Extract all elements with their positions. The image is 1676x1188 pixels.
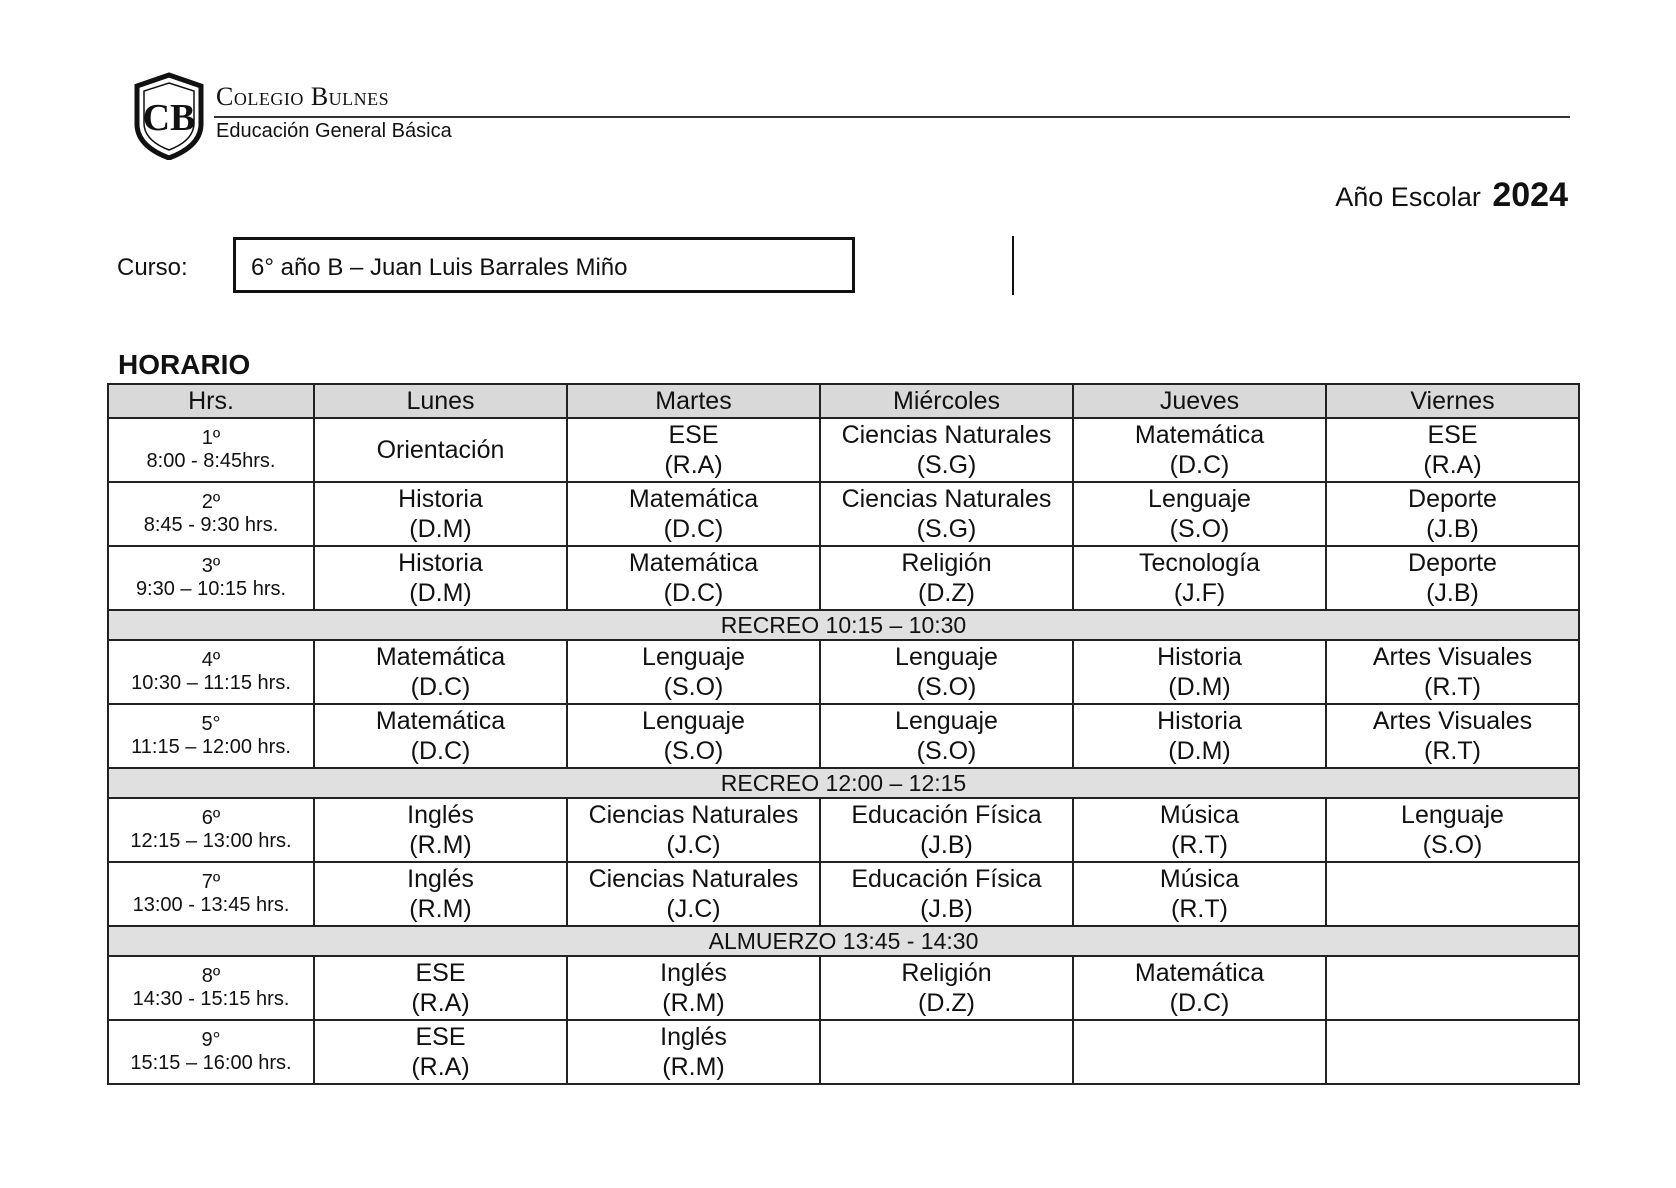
logo-monogram: CB xyxy=(142,97,196,139)
teacher-initials: (J.B) xyxy=(920,831,973,859)
subject-name: Matemática xyxy=(375,643,506,671)
class-cell-viernes xyxy=(1326,482,1579,546)
class-cell-viernes xyxy=(1326,418,1579,482)
header-divider xyxy=(214,116,1570,118)
teacher-initials: (J.C) xyxy=(666,831,721,859)
class-cell-lunes xyxy=(314,546,567,610)
period-number: 7º xyxy=(201,871,221,893)
teacher-initials: (D.Z) xyxy=(918,579,975,607)
subject-name: Matemática xyxy=(375,707,506,735)
break-label: RECREO 12:00 – 12:15 xyxy=(108,768,1579,798)
teacher-initials: (D.C) xyxy=(663,515,724,543)
col-header-viernes: Viernes xyxy=(1326,384,1579,418)
class-cell-lunes xyxy=(314,798,567,862)
class-cell-lunes xyxy=(314,1020,567,1084)
subject-name: Deporte xyxy=(1408,485,1497,513)
teacher-initials: (D.Z) xyxy=(918,989,975,1017)
teacher-initials: (R.A) xyxy=(411,989,470,1017)
class-cell-jueves xyxy=(1073,862,1326,926)
subject-name: Inglés xyxy=(407,801,474,829)
class-cell-viernes xyxy=(1326,704,1579,768)
teacher-initials: (S.O) xyxy=(916,673,977,701)
col-header-miercoles: Miércoles xyxy=(820,384,1073,418)
school-year-label: Año Escolar xyxy=(1335,182,1481,212)
subject-name: Historia xyxy=(1157,643,1242,671)
subject-name: Orientación xyxy=(376,436,505,464)
teacher-initials: (R.A) xyxy=(664,451,723,479)
period-time: 14:30 - 15:15 hrs. xyxy=(132,988,290,1010)
class-cell-viernes xyxy=(1326,546,1579,610)
period-number: 8º xyxy=(201,965,221,987)
subject-name: Ciencias Naturales xyxy=(588,865,799,893)
curso-label: Curso: xyxy=(117,254,188,281)
period-time: 12:15 – 13:00 hrs. xyxy=(130,830,292,852)
subject-name: Religión xyxy=(901,549,992,577)
subject-name: Educación Física xyxy=(851,865,1042,893)
period-row xyxy=(108,1020,1579,1084)
col-header-martes: Martes xyxy=(567,384,820,418)
school-year xyxy=(1335,176,1568,215)
period-time: 8:45 - 9:30 hrs. xyxy=(143,514,279,536)
teacher-initials: (D.C) xyxy=(1169,451,1230,479)
period-row xyxy=(108,482,1579,546)
subject-name: Música xyxy=(1159,801,1240,829)
subject-name: Deporte xyxy=(1408,549,1497,577)
class-cell-miercoles xyxy=(820,862,1073,926)
class-cell-miercoles xyxy=(820,798,1073,862)
period-time-cell xyxy=(108,418,314,482)
teacher-initials: (D.C) xyxy=(410,673,471,701)
period-number: 3º xyxy=(201,555,221,577)
class-cell-lunes xyxy=(314,704,567,768)
period-row xyxy=(108,418,1579,482)
subject-name: Matemática xyxy=(628,485,759,513)
period-time-cell xyxy=(108,956,314,1020)
subject-name: Música xyxy=(1159,865,1240,893)
subject-name: ESE xyxy=(415,1023,466,1051)
period-number: 1º xyxy=(201,427,221,449)
teacher-initials: (R.M) xyxy=(662,1053,725,1081)
subject-name: Lenguaje xyxy=(895,643,998,671)
class-cell-jueves xyxy=(1073,640,1326,704)
teacher-initials: (D.M) xyxy=(1168,737,1231,765)
teacher-initials: (R.M) xyxy=(662,989,725,1017)
class-cell-martes xyxy=(567,956,820,1020)
class-cell-miercoles xyxy=(820,704,1073,768)
class-cell-viernes xyxy=(1326,956,1579,1020)
subject-name: Inglés xyxy=(660,1023,727,1051)
class-cell-jueves xyxy=(1073,704,1326,768)
teacher-initials: (J.B) xyxy=(920,895,973,923)
subject-name: Tecnología xyxy=(1139,549,1260,577)
teacher-initials: (R.M) xyxy=(409,831,472,859)
break-row xyxy=(108,768,1579,798)
period-row xyxy=(108,704,1579,768)
class-cell-martes xyxy=(567,418,820,482)
subject-name: Ciencias Naturales xyxy=(841,485,1052,513)
teacher-initials: (S.O) xyxy=(1169,515,1230,543)
class-cell-jueves xyxy=(1073,1020,1326,1084)
teacher-initials: (R.M) xyxy=(409,895,472,923)
class-cell-miercoles xyxy=(820,482,1073,546)
period-row xyxy=(108,956,1579,1020)
teacher-initials: (R.A) xyxy=(411,1053,470,1081)
subject-name: Lenguaje xyxy=(895,707,998,735)
subject-name: Lenguaje xyxy=(642,707,745,735)
period-time: 13:00 - 13:45 hrs. xyxy=(132,894,290,916)
vertical-separator xyxy=(1012,236,1014,295)
subject-name: Artes Visuales xyxy=(1372,707,1533,735)
col-header-jueves: Jueves xyxy=(1073,384,1326,418)
break-label: ALMUERZO 13:45 - 14:30 xyxy=(108,926,1579,956)
period-time-cell xyxy=(108,704,314,768)
teacher-initials: (R.T) xyxy=(1171,895,1228,923)
subject-name: Inglés xyxy=(407,865,474,893)
teacher-initials: (J.C) xyxy=(666,895,721,923)
period-row xyxy=(108,798,1579,862)
teacher-initials: (J.F) xyxy=(1173,579,1226,607)
period-time-cell xyxy=(108,1020,314,1084)
class-cell-miercoles xyxy=(820,640,1073,704)
class-cell-viernes xyxy=(1326,640,1579,704)
class-cell-miercoles xyxy=(820,1020,1073,1084)
horario-title: HORARIO xyxy=(118,349,251,380)
class-cell-lunes xyxy=(314,482,567,546)
header-row xyxy=(108,384,1579,418)
subject-name: Lenguaje xyxy=(1148,485,1251,513)
break-row xyxy=(108,610,1579,640)
subject-name: Educación Física xyxy=(851,801,1042,829)
teacher-initials: (D.C) xyxy=(1169,989,1230,1017)
subject-name: Historia xyxy=(398,549,483,577)
teacher-initials: (R.T) xyxy=(1424,737,1481,765)
period-row xyxy=(108,546,1579,610)
class-cell-viernes xyxy=(1326,798,1579,862)
class-cell-jueves xyxy=(1073,482,1326,546)
class-cell-jueves xyxy=(1073,956,1326,1020)
teacher-initials: (D.M) xyxy=(409,579,472,607)
teacher-initials: (R.T) xyxy=(1424,673,1481,701)
teacher-initials: (R.A) xyxy=(1423,451,1482,479)
period-time: 8:00 - 8:45hrs. xyxy=(146,450,276,472)
subject-name: Matemática xyxy=(1134,421,1265,449)
subject-name: Ciencias Naturales xyxy=(841,421,1052,449)
class-cell-lunes xyxy=(314,418,567,482)
class-cell-martes xyxy=(567,546,820,610)
class-cell-miercoles xyxy=(820,956,1073,1020)
subject-name: Matemática xyxy=(628,549,759,577)
period-number: 5° xyxy=(201,713,221,735)
period-time-cell xyxy=(108,640,314,704)
subject-name: ESE xyxy=(668,421,719,449)
period-time-cell xyxy=(108,546,314,610)
period-time-cell xyxy=(108,798,314,862)
class-cell-miercoles xyxy=(820,546,1073,610)
teacher-initials: (S.G) xyxy=(916,515,977,543)
break-label: RECREO 10:15 – 10:30 xyxy=(108,610,1579,640)
teacher-initials: (J.B) xyxy=(1426,579,1479,607)
period-number: 2º xyxy=(201,491,221,513)
break-row xyxy=(108,926,1579,956)
teacher-initials: (R.T) xyxy=(1171,831,1228,859)
class-cell-martes xyxy=(567,862,820,926)
teacher-initials: (S.G) xyxy=(916,451,977,479)
col-header-lunes: Lunes xyxy=(314,384,567,418)
schedule-table xyxy=(107,383,1580,1085)
subject-name: Lenguaje xyxy=(1401,801,1504,829)
teacher-initials: (S.O) xyxy=(916,737,977,765)
period-number: 4º xyxy=(201,649,221,671)
period-number: 6º xyxy=(201,807,221,829)
teacher-initials: (D.M) xyxy=(409,515,472,543)
class-cell-jueves xyxy=(1073,798,1326,862)
col-header-hrs: Hrs. xyxy=(108,384,314,418)
class-cell-jueves xyxy=(1073,546,1326,610)
class-cell-lunes xyxy=(314,640,567,704)
subject-name: Ciencias Naturales xyxy=(588,801,799,829)
period-time: 10:30 – 11:15 hrs. xyxy=(131,672,291,694)
period-time: 9:30 – 10:15 hrs. xyxy=(135,578,287,600)
period-time: 11:15 – 12:00 hrs. xyxy=(131,736,291,758)
teacher-initials: (S.O) xyxy=(663,737,724,765)
class-cell-martes xyxy=(567,704,820,768)
period-number: 9° xyxy=(201,1029,221,1051)
school-crest-logo xyxy=(133,72,205,160)
class-cell-jueves xyxy=(1073,418,1326,482)
subject-name: Inglés xyxy=(660,959,727,987)
period-time-cell xyxy=(108,862,314,926)
subject-name: Matemática xyxy=(1134,959,1265,987)
class-cell-miercoles xyxy=(820,418,1073,482)
teacher-initials: (D.C) xyxy=(663,579,724,607)
subject-name: ESE xyxy=(415,959,466,987)
class-cell-martes xyxy=(567,482,820,546)
teacher-initials: (J.B) xyxy=(1426,515,1479,543)
period-row xyxy=(108,862,1579,926)
school-name: Colegio Bulnes xyxy=(216,82,390,111)
class-cell-viernes xyxy=(1326,862,1579,926)
subject-name: Religión xyxy=(901,959,992,987)
school-subtitle: Educación General Básica xyxy=(216,120,452,142)
school-year-value: 2024 xyxy=(1492,176,1568,214)
teacher-initials: (S.O) xyxy=(663,673,724,701)
class-cell-lunes xyxy=(314,956,567,1020)
curso-field: 6° año B – Juan Luis Barrales Miño xyxy=(233,237,855,293)
subject-name: ESE xyxy=(1427,421,1478,449)
period-time: 15:15 – 16:00 hrs. xyxy=(130,1052,292,1074)
subject-name: Historia xyxy=(398,485,483,513)
teacher-initials: (D.C) xyxy=(410,737,471,765)
teacher-initials: (S.O) xyxy=(1422,831,1483,859)
subject-name: Artes Visuales xyxy=(1372,643,1533,671)
class-cell-martes xyxy=(567,1020,820,1084)
class-cell-viernes xyxy=(1326,1020,1579,1084)
class-cell-lunes xyxy=(314,862,567,926)
teacher-initials: (D.M) xyxy=(1168,673,1231,701)
period-time-cell xyxy=(108,482,314,546)
period-row xyxy=(108,640,1579,704)
subject-name: Historia xyxy=(1157,707,1242,735)
subject-name: Lenguaje xyxy=(642,643,745,671)
class-cell-martes xyxy=(567,798,820,862)
class-cell-martes xyxy=(567,640,820,704)
